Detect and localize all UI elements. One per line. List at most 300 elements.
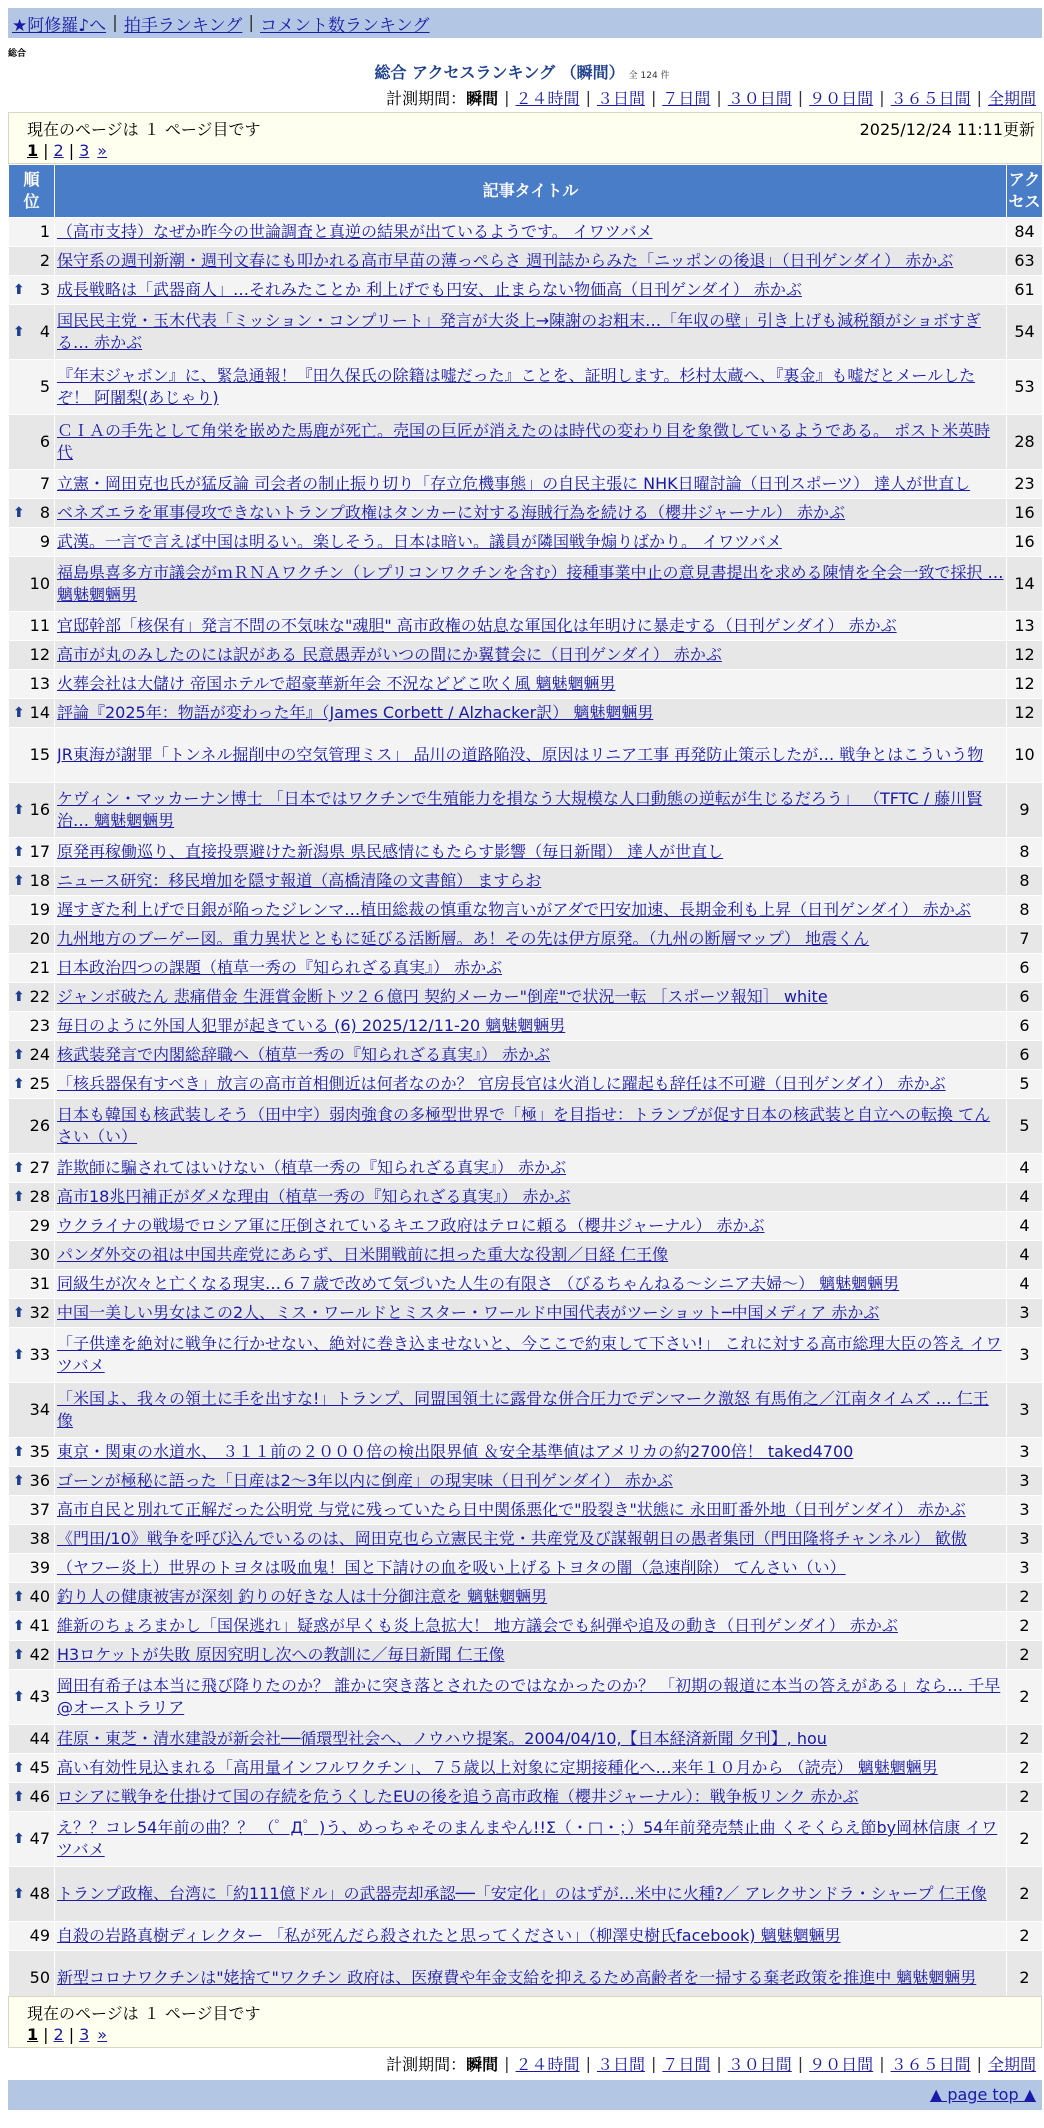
pager-current-page: 1 (27, 2025, 39, 2044)
rank-up-arrow-icon: ⬆ (13, 1831, 25, 1847)
article-title-link[interactable]: 原発再稼働巡り、直接投票避けた新潟県 県民感情にもたらす影響（毎日新聞） 達人が世直し (57, 842, 724, 861)
access-count: 8 (1007, 867, 1043, 896)
table-row (9, 276, 1043, 305)
article-title-link[interactable]: 日本政治四つの課題（植草一秀の『知られざる真実』） 赤かぶ (57, 958, 503, 977)
rank-number: 12 (29, 645, 50, 664)
rank-cell (9, 896, 55, 925)
title-cell (55, 218, 1007, 247)
rank-number: 10 (29, 574, 50, 593)
access-count: 2 (1007, 1783, 1043, 1812)
rank-number: 42 (29, 1645, 50, 1664)
rank-cell (9, 1867, 55, 1922)
table-row (9, 1867, 1043, 1922)
title-cell (55, 612, 1007, 641)
rank-cell (9, 415, 55, 470)
rank-cell (9, 1783, 55, 1812)
access-count: 61 (1007, 276, 1043, 305)
table-row (9, 954, 1043, 983)
rank-cell (9, 641, 55, 670)
title-cell (55, 360, 1007, 415)
rank-cell (9, 838, 55, 867)
rank-cell (9, 1496, 55, 1525)
title-cell (55, 867, 1007, 896)
article-title-link[interactable]: 武漢。一言で言えば中国は明るい。楽しそう。日本は暗い。議員が隣国戦争煽りばかり。 イワツバメ (57, 532, 782, 551)
title-cell (55, 470, 1007, 499)
access-count: 3 (1007, 1525, 1043, 1554)
rank-cell (9, 783, 55, 838)
table-row (9, 1328, 1043, 1383)
title-cell (55, 838, 1007, 867)
access-count: 8 (1007, 838, 1043, 867)
article-title-link[interactable]: 同級生が次々と亡くなる現実…６７歳で改めて気づいた人生の有限さ （びるちゃんねる～シニア夫婦～） 魑魅魍魎男 (57, 1274, 900, 1293)
comment-ranking-link[interactable]: コメント数ランキング (260, 15, 430, 36)
table-row (9, 247, 1043, 276)
title-cell (55, 641, 1007, 670)
article-title-link[interactable]: 成長戦略は「武器商人」…それみたことか 利上げでも円安、止まらない物価高（日刊ゲンダイ） 赤かぶ (57, 280, 802, 299)
title-cell (55, 1183, 1007, 1212)
rank-number: 36 (29, 1471, 50, 1490)
article-title-link[interactable]: え？？コレ54年前の曲？？ （゜Д゜)う、めっちゃそのまんまやん!!Σ（・□・；）54年前発売禁止曲 くそくらえ節by岡林信康 イワツバメ (57, 1818, 998, 1859)
rank-number: 5 (39, 377, 50, 396)
rank-cell (9, 1725, 55, 1754)
rank-cell (9, 470, 55, 499)
article-title-link[interactable]: 九州地方のブーゲー図。重力異状とともに延びる活断層。あ！その先は伊方原発。（九州の断層マップ） 地震くん (57, 929, 870, 948)
rank-number: 1 (39, 222, 50, 241)
article-title-link[interactable]: パンダ外交の祖は中国共産党にあらず、日米開戦前に担った重大な役割／日経 仁王像 (57, 1245, 669, 1264)
nav-separator: | (248, 13, 255, 33)
bottom-bar (8, 2080, 1042, 2110)
period-current: 瞬間 (466, 2055, 499, 2074)
article-title-link[interactable]: （高市支持）なぜか昨今の世論調査と真逆の結果が出ているようです。 イワツバメ (57, 222, 653, 241)
rank-up-arrow-icon: ⬆ (13, 802, 25, 818)
table-row (9, 1583, 1043, 1612)
table-row (9, 1183, 1043, 1212)
rank-number: 11 (29, 616, 50, 635)
article-title-link[interactable]: 詐欺師に騙されてはいけない（植草一秀の『知られざる真実』） 赤かぶ (57, 1158, 567, 1177)
article-title-link[interactable]: 高い有効性見込まれる「高用量インフルワクチン」、７５歳以上対象に定期接種化へ…来年１０月から （読売） 魑魅魍魎男 (57, 1758, 938, 1777)
period-link-4[interactable]: ９０日間 (809, 2055, 874, 2074)
rank-number: 2 (39, 251, 50, 270)
article-title-link[interactable]: 自殺の岩路真樹ディレクター 「私が死んだら殺されたと思ってください」（柳澤史樹氏facebook) 魑魅魍魎男 (57, 1926, 841, 1945)
access-count: 3 (1007, 1328, 1043, 1383)
period-link-2[interactable]: ７日間 (662, 89, 711, 108)
title-cell (55, 983, 1007, 1012)
rank-cell (9, 699, 55, 728)
rank-number: 25 (29, 1074, 50, 1093)
table-row (9, 1041, 1043, 1070)
rank-cell (9, 1070, 55, 1099)
title-cell (55, 1467, 1007, 1496)
rank-up-arrow-icon: ⬆ (13, 705, 25, 721)
article-title-link[interactable]: 高市18兆円補正がダメな理由（植草一秀の『知られざる真実』） 赤かぶ (57, 1187, 571, 1206)
rank-cell (9, 1612, 55, 1641)
rank-header: 順 位 (9, 165, 55, 218)
rank-up-arrow-icon: ⬆ (13, 1444, 25, 1460)
rank-cell (9, 1583, 55, 1612)
pager-separator: | (43, 2025, 49, 2044)
access-count: 16 (1007, 499, 1043, 528)
rank-number: 37 (29, 1500, 50, 1519)
table-row (9, 1754, 1043, 1783)
title-cell (55, 954, 1007, 983)
rank-number: 35 (29, 1442, 50, 1461)
access-count: 3 (1007, 1383, 1043, 1438)
rank-up-arrow-icon: ⬆ (13, 324, 25, 340)
period-separator: | (716, 88, 722, 107)
access-count: 5 (1007, 1070, 1043, 1099)
period-link-6[interactable]: 全期間 (987, 2055, 1036, 2074)
period-link-3[interactable]: ３０日間 (727, 89, 792, 108)
table-row (9, 1554, 1043, 1583)
rank-up-arrow-icon: ⬆ (13, 1689, 25, 1705)
title-cell (55, 557, 1007, 612)
period-current: 瞬間 (466, 89, 499, 108)
rank-cell (9, 867, 55, 896)
title-cell (55, 1438, 1007, 1467)
rank-number: 17 (29, 842, 50, 861)
rank-number: 26 (29, 1116, 50, 1135)
table-row (9, 1270, 1043, 1299)
access-count: 16 (1007, 528, 1043, 557)
access-count: 10 (1007, 728, 1043, 783)
title-cell (55, 1099, 1007, 1154)
rank-number: 27 (29, 1158, 50, 1177)
title-cell (55, 728, 1007, 783)
access-count: 2 (1007, 1725, 1043, 1754)
rank-number: 41 (29, 1616, 50, 1635)
period-link-4[interactable]: ９０日間 (809, 89, 874, 108)
article-title-link[interactable]: ＣＩＡの手先として角栄を嵌めた馬鹿が死亡。売国の巨匠が消えたのは時代の変わり目を象徴しているようである。 ポスト米英時代 (57, 421, 991, 462)
rank-cell (9, 1012, 55, 1041)
table-row (9, 1383, 1043, 1438)
period-separator: | (650, 88, 657, 107)
access-count: 2 (1007, 1641, 1043, 1670)
article-title-link[interactable]: 評論『2025年：物語が変わった年』（James Corbett / Alzhacker訳） 魑魅魍魎男 (57, 703, 654, 722)
article-title-link[interactable]: ジャンボ破たん 悲痛借金 生涯賞金断トツ２６億円 契約メーカー"倒産"で状況一転 ［スポーツ報知］ white (57, 987, 828, 1006)
table-row (9, 1525, 1043, 1554)
rank-cell (9, 1212, 55, 1241)
access-count: 54 (1007, 305, 1043, 360)
table-row (9, 670, 1043, 699)
pager-next-link[interactable]: » (97, 2025, 108, 2044)
title-cell (55, 699, 1007, 728)
rank-cell (9, 612, 55, 641)
table-row (9, 218, 1043, 247)
table-row (9, 305, 1043, 360)
pager-page-2[interactable]: 2 (53, 2025, 64, 2044)
rank-number: 47 (29, 1829, 50, 1848)
access-count: 53 (1007, 360, 1043, 415)
article-title-link[interactable]: トランプ政権、台湾に「約111億ドル」の武器売却承認──「安定化」のはずが…米中に火種?／ アレクサンドラ・シャープ 仁王像 (57, 1884, 987, 1903)
article-title-link[interactable]: 立憲・岡田克也氏が猛反論 司会者の制止振り切り「存立危機事態」の自民主張に NHK日曜討論（日刊スポーツ） 達人が世直し (57, 474, 971, 493)
rank-number: 39 (29, 1558, 50, 1577)
rank-cell (9, 1812, 55, 1867)
pager-page-2[interactable]: 2 (53, 141, 64, 160)
period-separator: | (976, 2054, 982, 2073)
period-link-1[interactable]: ３日間 (596, 89, 645, 108)
pager-next-link[interactable]: » (97, 141, 108, 160)
rank-up-arrow-icon: ⬆ (13, 505, 25, 521)
article-title-link[interactable]: ゴーンが極秘に語った「日産は2～3年以内に倒産」の現実味（日刊ゲンダイ） 赤かぶ (57, 1471, 673, 1490)
rank-cell (9, 1270, 55, 1299)
table-row (9, 1154, 1043, 1183)
article-title-link[interactable]: 新型コロナワクチンは"姥捨て"ワクチン 政府は、医療費や年金支給を抑えるため高齢者を一掃する棄老政策を推進中 魑魅魍魎男 (57, 1968, 977, 1987)
rank-up-arrow-icon: ⬆ (13, 1760, 25, 1776)
rank-number: 32 (29, 1303, 50, 1322)
title-cell (55, 1041, 1007, 1070)
access-count: 4 (1007, 1270, 1043, 1299)
title-cell (55, 1922, 1007, 1951)
rank-cell (9, 1183, 55, 1212)
article-title-link[interactable]: 福島県喜多方市議会がｍＲＮＡワクチン（レプリコンワクチンを含む）接種事業中止の意見書提出を求める陳情を全会一致で採択 … 魑魅魍魎男 (57, 563, 1004, 604)
table-row (9, 1467, 1043, 1496)
period-link-1[interactable]: ３日間 (596, 2055, 645, 2074)
rank-up-arrow-icon: ⬆ (13, 844, 25, 860)
title-cell (55, 1754, 1007, 1783)
rank-number: 34 (29, 1400, 50, 1419)
pagination-top (27, 141, 107, 160)
rank-up-arrow-icon: ⬆ (13, 1589, 25, 1605)
access-count: 4 (1007, 1212, 1043, 1241)
rank-up-arrow-icon: ⬆ (13, 1076, 25, 1092)
top-navigation (8, 8, 1042, 38)
period-selector-bottom (386, 2052, 1036, 2075)
table-row (9, 1496, 1043, 1525)
rank-up-arrow-icon: ⬆ (13, 1189, 25, 1205)
period-separator: | (585, 88, 591, 107)
rank-cell (9, 1041, 55, 1070)
title-cell (55, 528, 1007, 557)
rank-up-arrow-icon: ⬆ (13, 989, 25, 1005)
pager-separator: | (43, 141, 49, 160)
rank-cell (9, 557, 55, 612)
access-count: 2 (1007, 1754, 1043, 1783)
current-page-text: 現在のページは １ ページ目です (27, 2004, 261, 2023)
rank-number: 48 (29, 1884, 50, 1903)
title-cell (55, 276, 1007, 305)
title-cell (55, 1867, 1007, 1922)
page-top-link[interactable]: ▲ page top ▲ (929, 2085, 1036, 2104)
rank-number: 46 (29, 1787, 50, 1806)
rank-cell (9, 728, 55, 783)
article-title-link[interactable]: 高市が丸のみしたのには訳がある 民意愚弄がいつの間にか翼賛会に（日刊ゲンダイ） 赤かぶ (57, 645, 722, 664)
article-title-link[interactable]: ベネズエラを軍事侵攻できないトランプ政権はタンカーに対する海賊行為を続ける（櫻井ジャーナル） 赤かぶ (57, 503, 845, 522)
rank-cell (9, 528, 55, 557)
article-title-link[interactable]: 官邸幹部「核保有」発言不問の不気味な"魂胆" 高市政権の姑息な軍国化は年明けに暴走する（日刊ゲンダイ） 赤かぶ (57, 616, 897, 635)
table-row (9, 612, 1043, 641)
rank-cell (9, 1241, 55, 1270)
table-row (9, 728, 1043, 783)
table-row (9, 415, 1043, 470)
rank-up-arrow-icon: ⬆ (13, 1305, 25, 1321)
title-cell (55, 499, 1007, 528)
page-info-bottom (8, 1996, 1042, 2048)
period-separator: | (504, 88, 510, 107)
period-separator: | (650, 2054, 657, 2073)
table-row (9, 1212, 1043, 1241)
pager-separator: | (68, 2025, 75, 2044)
nav-separator: | (112, 13, 118, 33)
rank-number: 29 (29, 1216, 50, 1235)
period-separator: | (797, 2054, 804, 2073)
rank-number: 13 (29, 674, 50, 693)
title-cell (55, 1012, 1007, 1041)
period-link-5[interactable]: ３６５日間 (890, 89, 971, 108)
article-title-link[interactable]: ケヴィン・マッカーナン博士 「日本ではワクチンで生殖能力を損なう大規模な人口動態の逆転が生じるだろう」 （TFTC / 藤川賢治… 魑魅魍魎男 (57, 789, 983, 830)
period-link-3[interactable]: ３０日間 (727, 2055, 792, 2074)
title-cell (55, 925, 1007, 954)
title-cell (55, 1154, 1007, 1183)
table-row (9, 983, 1043, 1012)
access-header: アク セス (1007, 165, 1043, 218)
title-cell (55, 1812, 1007, 1867)
article-title-link[interactable]: 日本も韓国も核武装しそう（田中宇）弱肉強食の多極型世界で「極」を目指せ：トランプが促す日本の核武装と自立への転換 てんさい（い） (57, 1105, 991, 1146)
rank-number: 33 (29, 1345, 50, 1364)
rank-number: 24 (29, 1045, 50, 1064)
article-title-link[interactable]: 「米国よ、我々の領土に手を出すな!」トランプ、同盟国領土に露骨な併合圧力でデンマーク激怒 有馬侑之／江南タイムズ … 仁王像 (57, 1389, 989, 1430)
access-count: 2 (1007, 1612, 1043, 1641)
article-title-link[interactable]: （ヤフー炎上）世界のトヨタは吸血鬼！国と下請けの血を吸い上げるトヨタの闇（急速削除） てんさい（い） (57, 1558, 846, 1577)
table-row (9, 838, 1043, 867)
article-title-link[interactable]: 東京・関東の水道水、 ３１１前の２０００倍の検出限界値 ＆安全基準値はアメリカの約2700倍！ taked4700 (57, 1442, 854, 1461)
article-title-link[interactable]: 維新のちょろまかし「国保逃れ」疑惑が早くも炎上急拡大！ 地方議会でも糾弾や追及の動き（日刊ゲンダイ） 赤かぶ (57, 1616, 898, 1635)
period-link-0[interactable]: ２４時間 (515, 2055, 580, 2074)
article-title-link[interactable]: 釣り人の健康被害が深刻 釣りの好きな人は十分御注意を 魑魅魍魎男 (57, 1587, 548, 1606)
access-count: 28 (1007, 415, 1043, 470)
period-link-2[interactable]: ７日間 (662, 2055, 711, 2074)
table-row (9, 1099, 1043, 1154)
table-row (9, 925, 1043, 954)
title-cell (55, 1783, 1007, 1812)
article-title-link[interactable]: 核武装発言で内閣総辞職へ（植草一秀の『知られざる真実』） 赤かぶ (57, 1045, 551, 1064)
article-title-link[interactable]: 《門田/10》戦争を呼び込んでいるのは、岡田克也ら立憲民主党・共産党及び謀報朝日の愚者集団（門田隆将チャンネル） 歓傲 (57, 1529, 967, 1548)
article-title-link[interactable]: 『年末ジャボン』に、緊急通報！『田久保氏の除籍は嘘だった』ことを、証明します。杉村太蔵へ、『裏金』も嘘だとメールしたぞ！ 阿闍梨(あじゃり) (57, 366, 976, 407)
rank-cell (9, 1328, 55, 1383)
period-link-5[interactable]: ３６５日間 (890, 2055, 971, 2074)
rank-cell (9, 954, 55, 983)
rank-number: 23 (29, 1016, 50, 1035)
rank-cell (9, 218, 55, 247)
table-row (9, 360, 1043, 415)
access-count: 12 (1007, 641, 1043, 670)
access-count: 2 (1007, 1951, 1043, 2006)
article-title-link[interactable]: ロシアに戦争を仕掛けて国の存続を危うくしたEUの後を追う高市政権（櫻井ジャーナル）：戦争板リンク 赤かぶ (57, 1787, 859, 1806)
access-count: 4 (1007, 1183, 1043, 1212)
clap-ranking-link[interactable]: 拍手ランキング (123, 15, 243, 36)
current-page-text: 現在のページは １ ページ目です (27, 120, 261, 139)
period-link-6[interactable]: 全期間 (987, 89, 1036, 108)
table-row (9, 1612, 1043, 1641)
rank-up-arrow-icon: ⬆ (13, 873, 25, 889)
period-separator: | (585, 2054, 591, 2073)
title-cell (55, 783, 1007, 838)
title-cell (55, 1212, 1007, 1241)
table-row (9, 470, 1043, 499)
rank-cell (9, 1154, 55, 1183)
article-title-link[interactable]: 「核兵器保有すべき」放言の高市首相側近は何者なのか？ 官房長官は火消しに躍起も辞任は不可避（日刊ゲンダイ） 赤かぶ (57, 1074, 946, 1093)
table-row (9, 1812, 1043, 1867)
access-count: 5 (1007, 1099, 1043, 1154)
item-count: 全 124 件 (628, 71, 670, 81)
period-selector-top (386, 86, 1036, 109)
rank-number: 7 (39, 474, 50, 493)
table-row (9, 699, 1043, 728)
article-title-link[interactable]: 荏原・東芝・清水建設が新会社──循環型社会へ、ノウハウ提案。2004/04/10,【日本経済新聞 夕刊】, hou (57, 1729, 827, 1748)
article-title-link[interactable]: 保守系の週刊新潮・週刊文春にも叩かれる高市早苗の薄っぺらさ 週刊誌からみた「ニッポンの後退」（日刊ゲンダイ） 赤かぶ (57, 251, 954, 270)
period-label: 計測期間： (386, 89, 467, 108)
access-count: 84 (1007, 218, 1043, 247)
pager-page-3[interactable]: 3 (79, 141, 90, 160)
rank-up-arrow-icon: ⬆ (13, 1347, 25, 1363)
article-title-link[interactable]: 毎日のように外国人犯罪が起きている (6) 2025/12/11-20 魑魅魍魎男 (57, 1016, 566, 1035)
title-cell (55, 1583, 1007, 1612)
access-count: 14 (1007, 557, 1043, 612)
rank-cell (9, 276, 55, 305)
article-title-link[interactable]: 中国一美しい男女はこの2人、ミス・ワールドとミスター・ワールド中国代表がツーショット─中国メディア 赤かぶ (57, 1303, 880, 1322)
rank-cell (9, 247, 55, 276)
article-title-link[interactable]: 岡田有希子は本当に飛び降りたのか？ 誰かに突き落とされたのではなかったのか？ 「初期の報道に本当の答えがある」なら… 千早@オーストラリア (57, 1676, 1001, 1717)
article-title-link[interactable]: H3ロケットが失敗 原因究明し次への教訓に／毎日新聞 仁王像 (57, 1645, 505, 1664)
access-count: 7 (1007, 925, 1043, 954)
rank-up-arrow-icon: ⬆ (13, 1473, 25, 1489)
article-title-link[interactable]: JR東海が謝罪「トンネル掘削中の空気管理ミス」 品川の道路陥没、原因はリニア工事 再発防止策示したが… 戦争とはこういう物 (57, 745, 984, 764)
ranking-title-text: 総合 アクセスランキング （瞬間） (374, 63, 625, 82)
table-row (9, 1725, 1043, 1754)
article-title-link[interactable]: 遅すぎた利上げで日銀が陥ったジレンマ…植田総裁の慎重な物言いがアダで円安加速、長期金利も上昇（日刊ゲンダイ） 赤かぶ (57, 900, 971, 919)
rank-cell (9, 1383, 55, 1438)
rank-up-arrow-icon: ⬆ (13, 1886, 25, 1902)
table-row (9, 1783, 1043, 1812)
access-count: 3 (1007, 1467, 1043, 1496)
rank-number: 14 (29, 703, 50, 722)
rank-up-arrow-icon: ⬆ (13, 1618, 25, 1634)
title-cell (55, 1725, 1007, 1754)
home-link[interactable]: ★阿修羅♪へ (12, 15, 107, 36)
rank-cell (9, 1467, 55, 1496)
article-title-link[interactable]: 火葬会社は大儲け 帝国ホテルで超豪華新年会 不況などどこ吹く風 魑魅魍魎男 (57, 674, 616, 693)
access-count: 6 (1007, 1041, 1043, 1070)
pager-page-3[interactable]: 3 (79, 2025, 90, 2044)
rank-cell (9, 360, 55, 415)
period-link-0[interactable]: ２４時間 (515, 89, 580, 108)
table-row (9, 1641, 1043, 1670)
rank-number: 18 (29, 871, 50, 890)
rank-cell (9, 925, 55, 954)
rank-number: 6 (39, 432, 50, 451)
article-title-link[interactable]: ニュース研究：移民増加を隠す報道（高橋清隆の文書館） ますらお (57, 871, 542, 890)
article-title-link[interactable]: 国民民主党・玉木代表「ミッション・コンプリート」発言が大炎上→陳謝のお粗末…「年収の壁」引き上げも減税額がショボすぎる… 赤かぶ (57, 311, 981, 352)
table-row (9, 783, 1043, 838)
title-cell (55, 1525, 1007, 1554)
article-title-link[interactable]: 高市自民と別れて正解だった公明党 与党に残っていたら日中関係悪化で"股裂き"状態に 永田町番外地（日刊ゲンダイ） 赤かぶ (57, 1500, 966, 1519)
rank-number: 43 (29, 1687, 50, 1706)
rank-number: 4 (39, 322, 50, 341)
access-count: 8 (1007, 896, 1043, 925)
article-title-link[interactable]: ウクライナの戦場でロシア軍に圧倒されているキエフ政府はテロに頼る（櫻井ジャーナル） 赤かぶ (57, 1216, 765, 1235)
article-title-link[interactable]: 「子供達を絶対に戦争に行かせない、絶対に巻き込ませないと、今ここで約束して下さい!」 これに対する高市総理大臣の答え イワツバメ (57, 1334, 1002, 1375)
rank-number: 21 (29, 958, 50, 977)
access-count: 9 (1007, 783, 1043, 838)
rank-cell (9, 1641, 55, 1670)
rank-number: 40 (29, 1587, 50, 1606)
access-count: 2 (1007, 1583, 1043, 1612)
rank-number: 30 (29, 1245, 50, 1264)
title-cell (55, 1641, 1007, 1670)
rank-number: 44 (29, 1729, 50, 1748)
title-cell (55, 896, 1007, 925)
title-cell (55, 415, 1007, 470)
access-count: 2 (1007, 1922, 1043, 1951)
